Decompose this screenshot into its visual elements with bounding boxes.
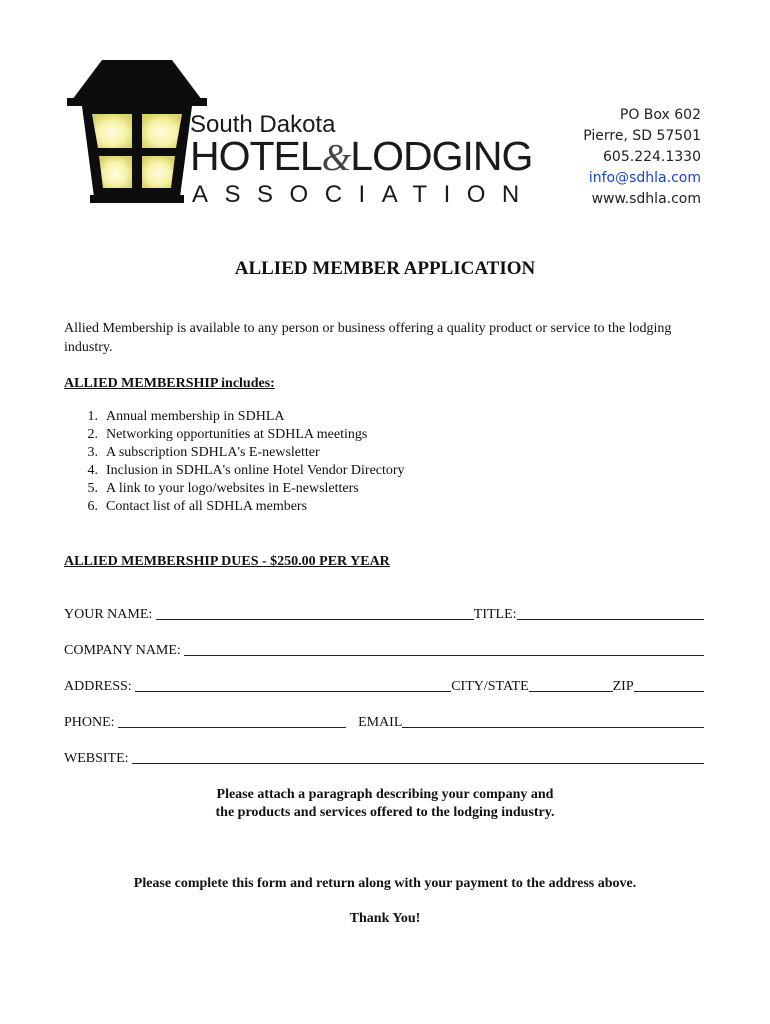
email-field[interactable] <box>402 713 704 728</box>
thank-you-text: Thank You! <box>349 911 421 926</box>
contact-po-box: PO Box 602 <box>619 107 701 123</box>
contact-city: Pierre, SD 57501 <box>583 128 701 144</box>
attach-note <box>0 786 770 822</box>
city-state-label: CITY/STATE <box>451 679 529 694</box>
return-note: Please complete this form and return along with your payment to the address above. <box>133 876 637 891</box>
list-item-number: 4. <box>87 463 98 478</box>
company-name-label: COMPANY NAME: <box>64 643 185 658</box>
title-field[interactable] <box>517 605 704 620</box>
website-label: WEBSITE: <box>64 751 133 766</box>
list-item <box>64 408 405 426</box>
list-item-number: 2. <box>87 427 98 442</box>
includes-list <box>64 408 405 516</box>
list-item <box>64 498 405 516</box>
logo-text-south-dakota: South Dakota <box>190 111 336 138</box>
list-item-text: Annual membership in SDHLA <box>106 409 285 424</box>
dues-heading: ALLIED MEMBERSHIP DUES - $250.00 PER YEAR <box>64 554 390 569</box>
title-label: TITLE: <box>473 607 517 622</box>
list-item-number: 3. <box>87 445 98 460</box>
name-title-row <box>64 603 704 623</box>
list-item-text: Contact list of all SDHLA members <box>106 499 308 514</box>
list-item <box>64 480 405 498</box>
zip-label: ZIP <box>612 679 634 694</box>
list-item-text: Networking opportunities at SDHLA meetings <box>106 427 368 442</box>
list-item-number: 6. <box>87 499 98 514</box>
contact-block <box>481 105 701 210</box>
page-title: ALLIED MEMBER APPLICATION <box>234 258 536 279</box>
logo-text-lodging: LODGING <box>350 133 533 179</box>
list-item-text: Inclusion in SDHLA's online Hotel Vendor Directory <box>106 463 405 478</box>
website-row <box>64 747 704 767</box>
company-name-field[interactable] <box>184 641 704 656</box>
address-label: ADDRESS: <box>64 679 136 694</box>
list-item <box>64 444 405 462</box>
contact-email-link[interactable]: info@sdhla.com <box>588 170 701 186</box>
attach-note-line1: Please attach a paragraph describing your company and <box>216 787 554 802</box>
your-name-label: YOUR NAME: <box>64 607 156 622</box>
attach-note-line2: the products and services offered to the lodging industry. <box>215 805 555 820</box>
list-item <box>64 462 405 480</box>
logo-ampersand: & <box>321 137 351 179</box>
phone-label: PHONE: <box>64 715 119 730</box>
zip-field[interactable] <box>634 677 704 692</box>
address-field[interactable] <box>135 677 451 692</box>
your-name-field[interactable] <box>156 605 474 620</box>
email-label: EMAIL <box>358 715 403 730</box>
list-item <box>64 426 405 444</box>
contact-phone: 605.224.1330 <box>603 149 701 165</box>
website-field[interactable] <box>132 749 704 764</box>
phone-field[interactable] <box>118 713 346 728</box>
list-item-number: 5. <box>87 481 98 496</box>
phone-email-row <box>64 711 704 731</box>
city-state-field[interactable] <box>529 677 613 692</box>
company-row <box>64 639 704 659</box>
logo-text-association: ASSOCIATION <box>192 181 536 208</box>
includes-heading: ALLIED MEMBERSHIP includes: <box>64 376 275 391</box>
intro-paragraph: Allied Membership is available to any person or business offering a quality product or service to the lodging industry. <box>64 321 672 355</box>
logo-text-hotel: HOTEL <box>190 133 322 179</box>
address-row <box>64 675 704 695</box>
list-item-number: 1. <box>87 409 98 424</box>
contact-website: www.sdhla.com <box>591 191 701 207</box>
list-item-text: A subscription SDHLA's E-newsletter <box>106 445 320 460</box>
list-item-text: A link to your logo/websites in E-newsletters <box>106 481 359 496</box>
